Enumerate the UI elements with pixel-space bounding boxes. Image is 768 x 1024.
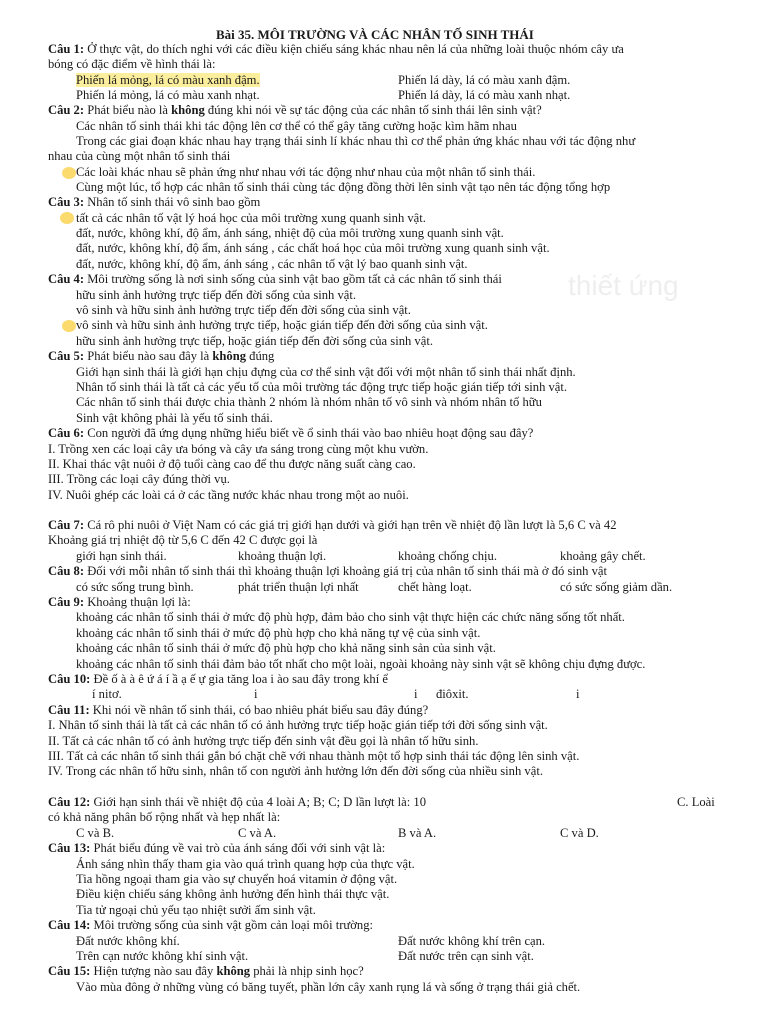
highlight-mark: [62, 320, 76, 332]
answer-option: í nitơ.: [92, 687, 122, 701]
question-number: Câu 3:: [48, 195, 85, 209]
question-text: phải là nhịp sinh học?: [250, 964, 364, 978]
answer-option: Trong các giai đoạn khác nhau hay trạng thái sinh lí khác nhau thì cơ thể phản ứng khác nhau với tác động như: [76, 134, 636, 148]
question-text: đúng khi nói về sự tác động của các nhân tố sinh thái lên sinh vật?: [204, 103, 542, 117]
highlight-mark: [62, 167, 76, 179]
answer-option: B và A.: [398, 826, 437, 840]
answer-option: khoảng các nhân tố sinh thái ở mức độ phù hợp, đảm bảo cho sinh vật thực hiện các chức năng sống tốt nhất.: [76, 610, 625, 624]
question-text-tail: C. Loài: [677, 795, 715, 809]
page-title: Bài 35. MÔI TRƯỜNG VÀ CÁC NHÂN TỐ SINH THÁI: [216, 27, 534, 42]
answer-option: Các nhân tố sinh thái được chia thành 2 nhóm là nhóm nhân tố vô sinh và nhóm nhân tố hữu: [76, 395, 542, 409]
question-3: [48, 195, 260, 210]
question-number: Câu 15:: [48, 964, 91, 978]
question-number: Câu 13:: [48, 841, 91, 855]
emphasis-word: không: [216, 964, 251, 978]
highlight-mark: [60, 212, 74, 224]
answer-option: có sức sống trung bình.: [76, 580, 194, 594]
question-text: Khoảng thuận lợi là:: [84, 595, 191, 609]
answer-option-cont: nhau của cùng một nhân tố sinh thái: [48, 149, 231, 163]
question-9: [48, 595, 191, 610]
answer-option: khoảng chống chịu.: [398, 549, 497, 563]
answer-option: Cùng một lúc, tổ hợp các nhân tố sinh thái cùng tác động đồng thời lên sinh vật tạo nên tác động tổng hợp: [76, 180, 611, 194]
question-text: Hiện tượng nào sau đây: [90, 964, 217, 978]
question-number: Câu 5:: [48, 349, 85, 363]
question-number: Câu 1:: [48, 42, 85, 56]
question-text: Con người đã ứng dụng những hiểu biết về ổ sinh thái vào bao nhiêu hoạt động sau đây?: [84, 426, 534, 440]
answer-option: Đất nước trên cạn sinh vật.: [398, 949, 534, 963]
question-number: Câu 6:: [48, 426, 85, 440]
answer-option: Các nhân tố sinh thái khi tác động lên cơ thể có thể gây tăng cường hoặc kìm hãm nhau: [76, 119, 517, 133]
statement: I. Nhân tố sinh thái là tất cả các nhân tố có ảnh hưởng trực tiếp hoặc gián tiếp tới đời sống sinh vật.: [48, 718, 548, 732]
question-10: [48, 672, 388, 687]
question-6: [48, 426, 533, 441]
statement: III. Trồng các loại cây đúng thời vụ.: [48, 472, 230, 486]
answer-option: khoảng gây chết.: [560, 549, 646, 563]
question-number: Câu 2:: [48, 103, 85, 117]
answer-option: Tia tử ngoại chủ yếu tạo nhiệt sưởi ấm sinh vật.: [76, 903, 316, 917]
answer-option: Trên cạn nước không khí sinh vật.: [76, 949, 249, 963]
answer-option: chết hàng loạt.: [398, 580, 472, 594]
statement: II. Tất cả các nhân tố có ảnh hưởng trực tiếp đến sinh vật đều gọi là nhân tố hữu sinh.: [48, 734, 479, 748]
question-text: Khi nói về nhân tố sinh thái, có bao nhiêu phát biểu sau đây đúng?: [89, 703, 429, 717]
question-number: Câu 7:: [48, 518, 85, 532]
question-text: Cá rô phi nuôi ở Việt Nam có các giá trị giới hạn dưới và giới hạn trên về nhiệt độ lần lượt là 5,6 C và 42: [84, 518, 617, 532]
answer-option: Ánh sáng nhìn thấy tham gia vào quá trình quang hợp của thực vật.: [76, 857, 415, 871]
answer-option: có sức sống giảm dần.: [560, 580, 673, 594]
question-number: Câu 12:: [48, 795, 91, 809]
answer-option: khoảng các nhân tố sinh thái ở mức độ phù hợp cho khả năng tự vệ của sinh vật.: [76, 626, 481, 640]
answer-option: C và B.: [76, 826, 115, 840]
answer-option: Phiến lá dày, lá có màu xanh nhạt.: [398, 88, 571, 102]
answer-option: Điều kiện chiếu sáng không ảnh hưởng đến hình thái thực vật.: [76, 887, 390, 901]
answer-option: phát triển thuận lợi nhất: [238, 580, 359, 594]
answer-option: đất, nước, không khí, độ ẩm, ánh sáng , các chất hoá học của môi trường xung quanh sinh vật.: [76, 241, 550, 255]
question-number: Câu 9:: [48, 595, 85, 609]
statement: II. Khai thác vật nuôi ở độ tuổi càng cao để thu được năng suất càng cao.: [48, 457, 416, 471]
answer-option: C và A.: [238, 826, 277, 840]
question-number: Câu 10:: [48, 672, 91, 686]
answer-option: vô sinh và hữu sinh ảnh hưởng trực tiếp, hoặc gián tiếp đến đời sống của sinh vật.: [76, 318, 488, 332]
question-11: [48, 703, 428, 718]
answer-option: khoảng các nhân tố sinh thái ở mức độ phù hợp cho khả năng sinh sản của sinh vật.: [76, 641, 496, 655]
question-2: [48, 103, 542, 118]
statement: III. Tất cả các nhân tố sinh thái gắn bó chặt chẽ với nhau thành một tổ hợp sinh thái tác động lên sinh vật.: [48, 749, 580, 763]
answer-option: khoảng các nhân tố sinh thái đảm bảo tốt nhất cho một loài, ngoài khoảng này sinh vật sẽ không chịu đựng được.: [76, 657, 646, 671]
question-text: Phát biểu đúng về vai trò của ánh sáng đối với sinh vật là:: [90, 841, 386, 855]
answer-option: Nhân tố sinh thái là tất cả các yếu tố của môi trường tác động trực tiếp hoặc gián tiếp tới sinh vật.: [76, 380, 568, 394]
answer-option: khoảng thuận lợi.: [238, 549, 327, 563]
statement: IV. Nuôi ghép các loài cá ở các tầng nước khác nhau trong một ao nuôi.: [48, 488, 409, 502]
answer-option: Giới hạn sinh thái là giới hạn chịu đựng của cơ thể sinh vật đối với một nhân tố sinh thái nhất định.: [76, 365, 576, 379]
answer-option: Vào mùa đông ở những vùng có băng tuyết, phần lớn cây xanh rụng lá và sống ở trạng thái giả chết.: [76, 980, 581, 994]
answer-option: Đất nước không khí.: [76, 934, 180, 948]
answer-option: Tia hồng ngoại tham gia vào sự chuyển hoá vitamin ở động vật.: [76, 872, 398, 886]
question-8: [48, 564, 607, 579]
answer-option: i: [576, 687, 580, 701]
emphasis-word: không: [212, 349, 247, 363]
answer-option: tất cả các nhân tố vật lý hoá học của môi trường xung quanh sinh vật.: [76, 211, 426, 225]
statement: IV. Trong các nhân tố hữu sinh, nhân tố con người ảnh hưởng lớn đến đời sống của nhiều sinh vật.: [48, 764, 543, 778]
watermark: thiết ứng: [568, 270, 679, 301]
answer-option: hữu sinh ảnh hưởng trực tiếp đến đời sống của sinh vật.: [76, 288, 357, 302]
highlighted-answer: Phiến lá mỏng, lá có màu xanh đậm.: [76, 73, 260, 87]
question-text: Nhân tố sinh thái vô sinh bao gồm: [84, 195, 261, 209]
answer-option: điôxit.: [436, 687, 469, 701]
question-15: [48, 964, 364, 979]
answer-option: Phiến lá dày, lá có màu xanh đậm.: [398, 73, 571, 87]
question-text: đúng: [246, 349, 275, 363]
question-text: Phát biểu nào sau đây là: [84, 349, 213, 363]
question-text: Đề ố à à ê ứ á í ầ ạ ế ự gia tăng loa i ào sau đây trong khí ể: [90, 672, 388, 686]
emphasis-word: không: [171, 103, 205, 117]
answer-option: Sinh vật không phải là yếu tố sinh thái.: [76, 411, 273, 425]
answer-option: đất, nước, không khí, độ ẩm, ánh sáng, nhiệt độ của môi trường xung quanh sinh vật.: [76, 226, 504, 240]
statement: I. Trồng xen các loại cây ưa bóng và cây ưa sáng trong cùng một khu vườn.: [48, 442, 429, 456]
question-text: Ở thực vật, do thích nghi với các điều kiện chiếu sáng khác nhau nên lá của những loài thuộc nhóm cây ưa: [84, 42, 624, 56]
question-text: Môi trường sống là nơi sinh sống của sinh vật bao gồm tất cả các nhân tố sinh thái: [84, 272, 502, 286]
question-12: [48, 795, 426, 810]
question-text: Môi trường sống của sinh vật gồm cản loại môi trường:: [90, 918, 374, 932]
question-7: [48, 518, 617, 533]
question-4: [48, 272, 502, 287]
question-text: Giới hạn sinh thái về nhiệt độ của 4 loài A; B; C; D lần lượt là: 10: [90, 795, 426, 809]
question-number: Câu 8:: [48, 564, 85, 578]
question-14: [48, 918, 373, 933]
answer-option: i: [414, 687, 418, 701]
question-text: Đối với mỗi nhân tố sinh thái thì khoảng thuận lợi khoảng giá trị của nhân tố sinh thái mà ở đó sinh vật: [84, 564, 608, 578]
question-5: [48, 349, 274, 364]
question-text-cont: bóng có đặc điểm về hình thái là:: [48, 57, 216, 71]
answer-option: đất, nước, không khí, độ ẩm, ánh sáng , các nhân tố vật lý bao quanh sinh vật.: [76, 257, 468, 271]
question-number: Câu 11:: [48, 703, 90, 717]
answer-option: vô sinh và hữu sinh ảnh hưởng trực tiếp đến đời sống của sinh vật.: [76, 303, 411, 317]
question-text-cont: Khoảng giá trị nhiệt độ từ 5,6 C đến 42 C được gọi là: [48, 533, 318, 547]
answer-option: hữu sinh ảnh hưởng trực tiếp, hoặc gián tiếp đến đời sống của sinh vật.: [76, 334, 433, 348]
answer-option: [76, 73, 260, 88]
answer-option: Các loài khác nhau sẽ phản ứng như nhau với tác động như nhau của một nhân tố sinh thái.: [76, 165, 536, 179]
answer-option: Phiến lá mỏng, lá có màu xanh nhạt.: [76, 88, 260, 102]
question-number: Câu 4:: [48, 272, 85, 286]
question-1: [48, 42, 624, 57]
answer-option: i: [254, 687, 258, 701]
question-number: Câu 14:: [48, 918, 91, 932]
answer-option: Đất nước không khí trên cạn.: [398, 934, 546, 948]
question-text: Phát biểu nào là: [84, 103, 172, 117]
question-13: [48, 841, 385, 856]
answer-option: C và D.: [560, 826, 599, 840]
answer-option: giới hạn sinh thái.: [76, 549, 167, 563]
question-text-cont: có khả năng phân bố rộng nhất và hẹp nhất là:: [48, 810, 281, 824]
